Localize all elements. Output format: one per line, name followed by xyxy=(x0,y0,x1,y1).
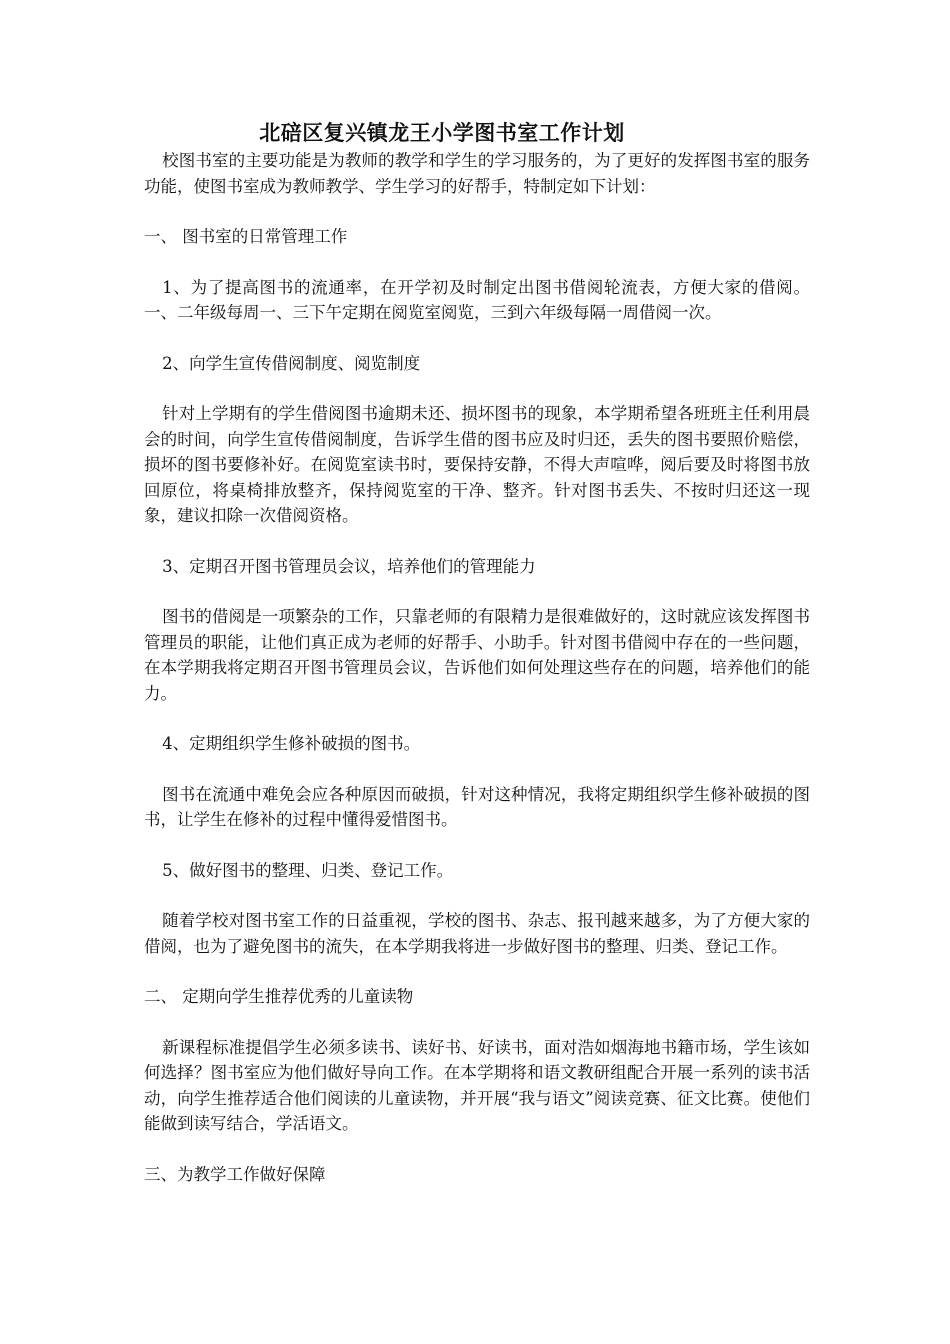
section-1-heading: 一、 图书室的日常管理工作 xyxy=(144,227,348,246)
section-2-heading: 二、 定期向学生推荐优秀的儿童读物 xyxy=(144,987,414,1006)
section-1-item-3-heading: 3、定期召开图书管理员会议，培养他们的管理能力 xyxy=(162,556,536,576)
spacer xyxy=(144,706,810,731)
spacer xyxy=(144,959,810,984)
section-1-item-2-heading: 2、向学生宣传借阅制度、阅览制度 xyxy=(162,353,421,373)
document-body xyxy=(144,118,810,1187)
spacer xyxy=(144,376,810,401)
spacer xyxy=(144,199,810,224)
spacer xyxy=(144,529,810,554)
spacer xyxy=(144,883,810,908)
spacer xyxy=(144,250,810,275)
spacer xyxy=(144,757,810,782)
section-1-item-3-paragraph: 图书的借阅是一项繁杂的工作，只靠老师的有限精力是很难做好的，这时就应该发挥图书管理员的职能，让他们真正成为老师的好帮手、小助手。针对图书借阅中存在的一些问题，在本学期我将定期召开图书管理员会议，告诉他们如何处理这些存在的问题，培养他们的能力。 xyxy=(144,607,810,703)
section-1-item-2-paragraph: 针对上学期有的学生借阅图书逾期未还、损坏图书的现象，本学期希望各班班主任利用晨会的时间，向学生宣传借阅制度，告诉学生借的图书应及时归还，丢失的图书要照价赔偿，损坏的图书要修补好。在阅览室读书时，要保持安静，不得大声喧哗，阅后要及时将图书放回原位，将桌椅排放整齐，保持阅览室的干净、整齐。针对图书丢失、不按时归还这一现象，建议扣除一次借阅资格。 xyxy=(144,404,810,525)
spacer xyxy=(144,1137,810,1162)
section-1-item-5-heading: 5、做好图书的整理、归类、登记工作。 xyxy=(162,860,454,880)
spacer xyxy=(144,1010,810,1035)
section-3-heading: 三、为教学工作做好保障 xyxy=(144,1164,326,1184)
intro-paragraph: 校图书室的主要功能是为教师的教学和学生的学习服务的，为了更好的发挥图书室的服务功能，使图书室成为教师教学、学生学习的好帮手，特制定如下计划： xyxy=(144,151,810,196)
spacer xyxy=(144,833,810,858)
spacer xyxy=(144,326,810,351)
section-1-item-4-paragraph: 图书在流通中难免会应各种原因而破损，针对这种情况，我将定期组织学生修补破损的图书，让学生在修补的过程中懂得爱惜图书。 xyxy=(144,784,810,829)
section-1-item-5-paragraph: 随着学校对图书室工作的日益重视，学校的图书、杂志、报刊越来越多，为了方便大家的借阅，也为了避免图书的流失，在本学期我将进一步做好图书的整理、归类、登记工作。 xyxy=(144,911,810,956)
section-1-item-4-heading: 4、定期组织学生修补破损的图书。 xyxy=(162,734,421,753)
section-2-paragraph: 新课程标准提倡学生必须多读书、读好书、好读书，面对浩如烟海地书籍市场，学生该如何选择？图书室应为他们做好导向工作。在本学期将和语文教研组配合开展一系列的读书活动，向学生推荐适合他们阅读的儿童读物，并开展“我与语文”阅读竞赛、征文比赛。使他们能做到读写结合，学活语文。 xyxy=(144,1037,810,1133)
document-title: 北碚区复兴镇龙王小学图书室工作计划 xyxy=(259,120,625,145)
section-1-item-1-paragraph: 1、为了提高图书的流通率，在开学初及时制定出图书借阅轮流表，方便大家的借阅。一、二年级每周一、三下午定期在阅览室阅览，三到六年级每隔一周借阅一次。 xyxy=(144,277,810,322)
spacer xyxy=(144,579,810,604)
